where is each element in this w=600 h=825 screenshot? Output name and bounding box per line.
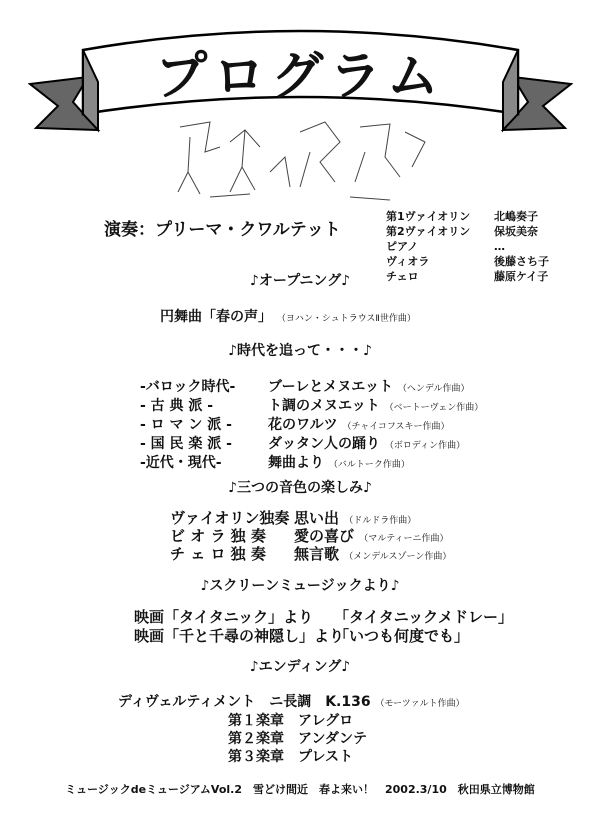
section-opening: ♪オープニング♪ xyxy=(249,273,351,289)
piece-title: 「タイタニックメドレー」 xyxy=(334,608,513,626)
piece-title: ブーレとメヌエット xyxy=(268,379,394,395)
piece-title: 思い出 xyxy=(294,509,340,527)
film-label: 映画「タイタニック」より xyxy=(134,608,314,626)
member-role: ヴィオラ xyxy=(386,255,430,268)
movement-item: 第２楽章 アンダンテ xyxy=(228,731,368,747)
composer-note: （モーツァルト作曲） xyxy=(375,699,465,709)
history-piece xyxy=(140,414,449,434)
member-name: … xyxy=(494,240,505,253)
era-label: -近代・現代- xyxy=(140,455,222,471)
screen-piece xyxy=(134,606,513,627)
composer-note: （ボロディン作曲） xyxy=(384,441,466,451)
member-row xyxy=(386,209,549,224)
composer-note: （ドルドラ作曲） xyxy=(344,516,417,526)
member-row xyxy=(386,224,549,239)
piece-title: 「いつも何度でも」 xyxy=(334,627,470,645)
member-role: 第2ヴァイオリン xyxy=(386,225,471,238)
history-piece xyxy=(140,433,465,453)
solo-label: ビ オ ラ 独 奏 xyxy=(170,527,266,545)
piece-title: 愛の喜び xyxy=(294,527,355,545)
movement-item: 第３楽章 プレスト xyxy=(228,749,354,765)
tone-piece xyxy=(170,543,451,564)
solo-label: チ ェ ロ 独 奏 xyxy=(170,545,266,563)
composer-note: （ヘンデル作曲） xyxy=(397,384,470,394)
composer-note: （マルティーニ作曲） xyxy=(359,534,449,544)
composer-note: （チャイコフスキー作曲） xyxy=(342,422,450,432)
member-name: 後藤さち子 xyxy=(494,255,549,268)
member-row xyxy=(386,254,549,269)
ending-piece xyxy=(118,691,465,711)
performer-line: 演奏：プリーマ・クワルテット xyxy=(104,220,341,240)
history-piece xyxy=(140,395,483,415)
section-ending: ♪エンディング♪ xyxy=(249,659,351,675)
era-label: - 古 典 派 - xyxy=(140,398,214,414)
opening-piece xyxy=(160,306,416,326)
page-title: プログラム xyxy=(155,46,445,107)
movement-item: 第１楽章 アレグロ xyxy=(228,713,354,729)
piece-title: 舞曲より xyxy=(268,455,324,471)
era-label: -バロック時代- xyxy=(140,379,236,395)
era-label: - ロ マ ン 派 - xyxy=(140,417,232,433)
composer-note: （ベートーヴェン作曲） xyxy=(384,403,484,413)
section-screen: ♪スクリーンミュージックより♪ xyxy=(200,578,400,594)
solo-label: ヴァイオリン独奏 xyxy=(170,509,290,527)
section-tones: ♪三つの音色の楽しみ♪ xyxy=(228,480,372,496)
member-role: 第1ヴァイオリン xyxy=(386,210,471,223)
event-footer: ミュージックdeミュージアムVol.2 雪どけ間近 春よ来い！ 2002.3/10 秋田県立博物館 xyxy=(65,783,535,796)
history-piece xyxy=(140,452,410,472)
history-piece xyxy=(140,376,469,396)
section-history: ♪時代を追って・・・♪ xyxy=(228,343,372,359)
composer-note: （メンデルスゾーン作曲） xyxy=(344,552,452,562)
piece-title: 無言歌 xyxy=(294,545,340,563)
screen-piece xyxy=(134,625,469,646)
film-label: 映画「千と千尋の神隠し」より xyxy=(134,627,345,645)
piece-title: 花のワルツ xyxy=(268,417,338,433)
piece-title: ト調のメヌエット xyxy=(268,398,380,414)
composer-note: （バルトーク作曲） xyxy=(328,460,410,470)
member-name: 北嶋奏子 xyxy=(494,210,538,223)
member-role: ピアノ xyxy=(386,240,419,253)
member-row xyxy=(386,239,549,254)
musician-sketch xyxy=(150,112,450,207)
member-name: 藤原ケイ子 xyxy=(494,270,549,283)
piece-title: ダッタン人の踊り xyxy=(268,436,380,452)
member-role: チェロ xyxy=(386,270,419,283)
piece-title: ディヴェルティメント ニ長調 K.136 xyxy=(118,694,371,710)
member-name: 保坂美奈 xyxy=(494,225,538,238)
composer-note: （ヨハン・シュトラウスⅡ世作曲） xyxy=(276,314,416,324)
era-label: - 国 民 楽 派 - xyxy=(140,436,232,452)
piece-title: 円舞曲「春の声」 xyxy=(160,309,272,325)
